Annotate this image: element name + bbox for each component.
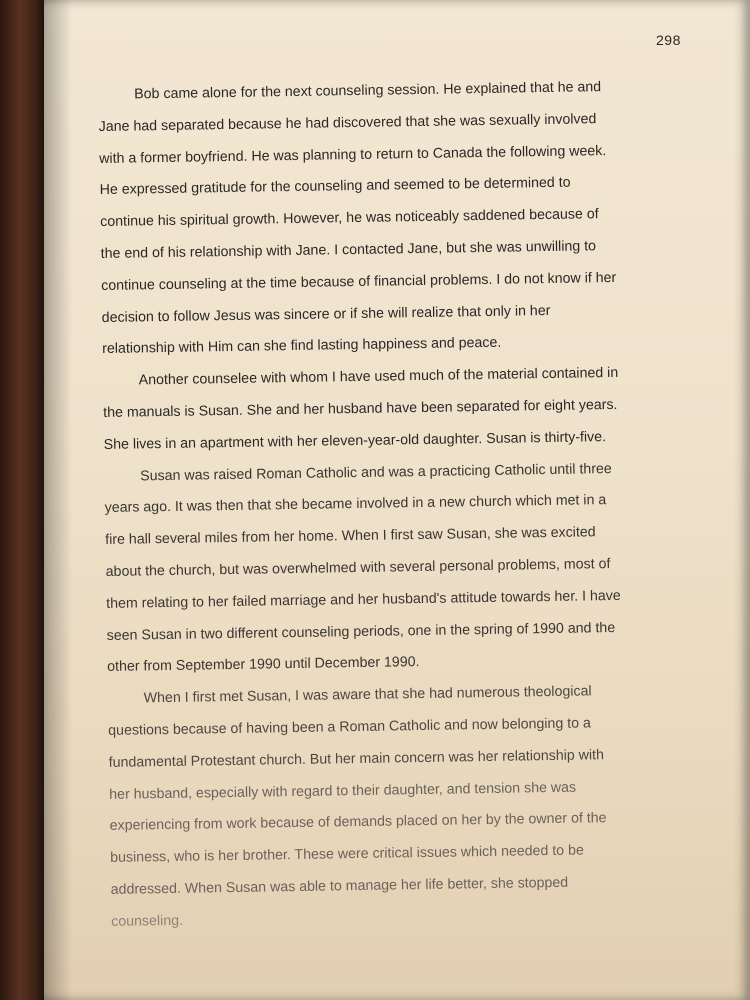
text-line: addressed. When Susan was able to manage her life better, she stopped xyxy=(110,874,569,898)
text-line: continue counseling at the time because of financial problems. I do not know if her xyxy=(101,269,617,294)
text-line: Another counselee with whom I have used much of the material contained in xyxy=(138,365,619,389)
text-line: fire hall several miles from her home. When I first saw Susan, she was excited xyxy=(105,524,596,549)
text-line: seen Susan in two different counseling periods, one in the spring of 1990 and the xyxy=(106,619,616,644)
text-line: Bob came alone for the next counseling session. He explained that he and xyxy=(134,79,602,103)
text-line: He expressed gratitude for the counseling and seemed to be determined to xyxy=(99,174,571,199)
text-line: questions because of having been a Roman Catholic and now belonging to a xyxy=(108,715,592,739)
text-line: business, who is her brother. These were critical issues which needed to be xyxy=(110,842,584,867)
text-line: about the church, but was overwhelmed with several personal problems, most of xyxy=(105,555,611,580)
text-line: Jane had separated because he had discovered that she was sexually involved xyxy=(98,110,597,135)
text-line: relationship with Him can she find lasting happiness and peace. xyxy=(102,335,502,358)
page-number: 298 xyxy=(656,32,681,48)
text-line: her husband, especially with regard to their daughter, and tension she was xyxy=(109,779,577,803)
text-line: counseling. xyxy=(111,912,184,930)
text-line: the end of his relationship with Jane. I contacted Jane, but she was unwilling to xyxy=(100,238,597,262)
text-line: the manuals is Susan. She and her husband have been separated for eight years. xyxy=(103,396,618,421)
text-line: years ago. It was then that she became involved in a new church which met in a xyxy=(104,492,607,517)
book-page xyxy=(44,0,750,1000)
text-line: Susan was raised Roman Catholic and was a practicing Catholic until three xyxy=(140,460,612,484)
text-line: continue his spiritual growth. However, he was noticeably saddened because of xyxy=(100,206,599,231)
text-line: other from September 1990 until December 1990. xyxy=(107,654,420,676)
text-line: experiencing from work because of demands placed on her by the owner of the xyxy=(109,810,607,835)
text-line: fundamental Protestant church. But her main concern was her relationship with xyxy=(108,746,605,771)
body-text xyxy=(98,71,711,939)
text-line: She lives in an apartment with her eleven-year-old daughter. Susan is thirty-five. xyxy=(103,428,607,453)
text-line: When I first met Susan, I was aware that she had numerous theological xyxy=(143,683,592,707)
text-line: decision to follow Jesus was sincere or if she will realize that only in her xyxy=(101,302,551,326)
text-line: them relating to her failed marriage and her husband's attitude towards her. I have xyxy=(106,587,621,612)
text-line: with a former boyfriend. He was planning to return to Canada the following week. xyxy=(99,142,607,167)
